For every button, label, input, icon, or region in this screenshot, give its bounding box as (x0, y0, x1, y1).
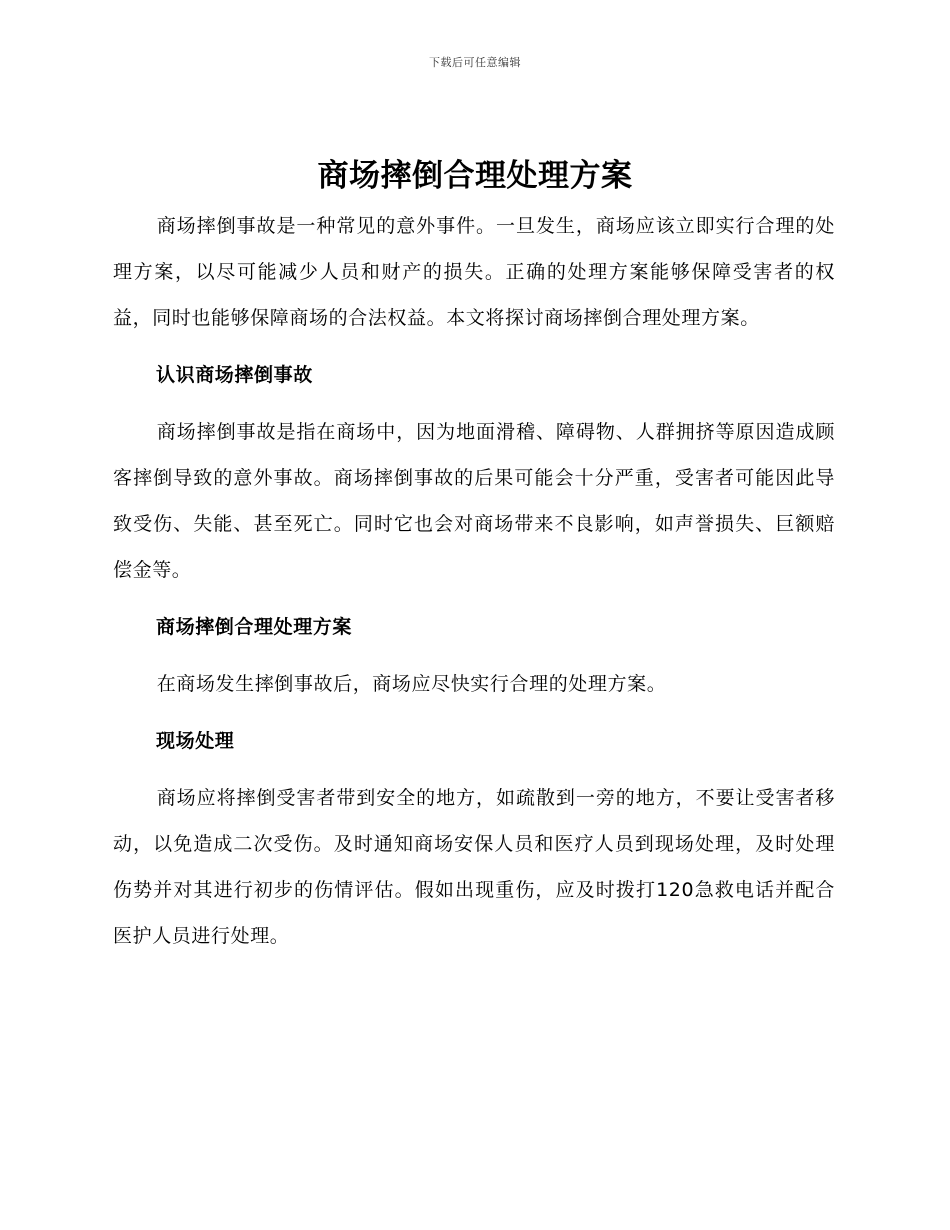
spacer (113, 707, 835, 718)
paragraph-onsite: 商场应将摔倒受害者带到安全的地方，如疏散到一旁的地方，不要让受害者移动，以免造成二次受伤。及时通知商场安保人员和医疗人员到现场处理，及时处理伤势并对其进行初步的伤情评估。假如出现重伤，应及时拨打120急救电话并配合医护人员进行处理。 (113, 787, 835, 947)
section-heading-understanding: 认识商场摔倒事故 (156, 364, 313, 386)
spacer (113, 593, 835, 604)
page-header-note: 下载后可任意编辑 (429, 56, 521, 69)
paragraph-understanding: 商场摔倒事故是指在商场中，因为地面滑稽、障碍物、人群拥挤等原因造成顾客摔倒导致的意外事故。商场摔倒事故的后果可能会十分严重，受害者可能因此导致受伤、失能、甚至死亡。同时它也会对商场带来不良影响，如声誉损失、巨额赔偿金等。 (113, 421, 835, 581)
spacer (113, 398, 835, 409)
section-heading-plan: 商场摔倒合理处理方案 (156, 616, 353, 638)
document-title: 商场摔倒合理处理方案 (317, 158, 633, 194)
section-heading-onsite: 现场处理 (156, 730, 235, 752)
intro-paragraph: 商场摔倒事故是一种常见的意外事件。一旦发生，商场应该立即实行合理的处理方案，以尽可能减少人员和财产的损失。正确的处理方案能够保障受害者的权益，同时也能够保障商场的合法权益。本文将探讨商场摔倒合理处理方案。 (113, 215, 835, 329)
paragraph-plan: 在商场发生摔倒事故后，商场应尽快实行合理的处理方案。 (156, 673, 667, 695)
spacer (113, 341, 835, 352)
spacer (113, 764, 835, 775)
document-body (113, 203, 835, 959)
spacer (113, 650, 835, 661)
